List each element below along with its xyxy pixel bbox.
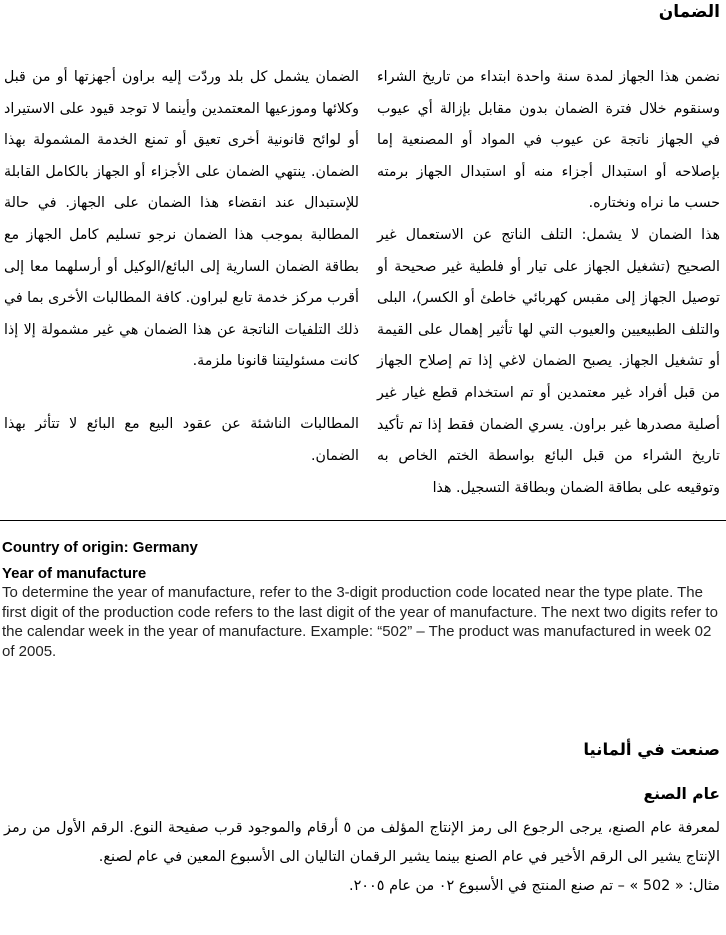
country-of-origin-heading: Country of origin: Germany: [2, 539, 198, 556]
arabic-warranty-paragraph: هذا الضمان لا يشمل: التلف الناتج عن الاستعمال غير الصحيح (تشغيل الجهاز على تيار أو فلطية غير صحيحة أو توصيل الجهاز إلى مقبس كهربائي خاطئ أو الكسر)، البلى والتلف الطبيعيين والعيوب التي لها تأثير إهمال على القيمة أو تشغيل الجهاز. يصبح الضمان لاغي إذا تم إصلاح الجهاز من قبل أفراد غير معتمدين أو تم استخدام قطع غيار غير أصلية مصدرها غير براون. يسري الضمان فقط إذا تم تأكيد تاريخ الشراء من قبل البائع بواسطة الختم الخاص به وتوقيعه على بطاقة الضمان وبطاقة التسجيل. هذا: [377, 226, 720, 496]
arabic-origin-heading: صنعت في ألمانيا: [583, 740, 720, 759]
arabic-warranty-title: الضمان: [658, 2, 720, 22]
year-of-manufacture-text: To determine the year of manufacture, refer to the 3-digit production code located near the type plate. The first digit of the production code refers to the last digit of the year of manufacture. The next two digits refer to the calendar week in the year of manufacture. Example: “502” – The product was manufactured in week 02 of 2005.: [2, 584, 718, 660]
arabic-year-example: مثال: « 502 » – تم صنع المنتج في الأسبوع ٠٢ من عام ٢٠٠٥.: [349, 878, 720, 894]
arabic-warranty-paragraph: الضمان يشمل كل بلد وردّت إليه براون أجهزتها أو من قبل وكلائها وموزعيها المعتمدين وأينما لا توجد قيود على الاستيراد أو لوائح قانونية أخرى تعيق أو تمنع الخدمة المشمولة بهذا الضمان. ينتهي الضمان على الأجزاء أو الجهاز بالكامل القابلة للإستبدال عند انقضاء هذا الضمان على الجهاز. في حالة المطالبة بموجب هذا الضمان نرجو تسليم كامل الجهاز مع بطاقة الضمان السارية إلى البائع/الوكيل أو أرسلهما معا إلى أقرب مركز خدمة تابع لبراون. كافة المطالبات الأخرى بما في ذلك التلفيات الناتجة عن هذا الضمان هي غير مشمولة إلا إذا كانت مسئوليتنا قانونا ملزمة.: [4, 69, 359, 370]
arabic-warranty-paragraph: نضمن هذا الجهاز لمدة سنة واحدة ابتداء من تاريخ الشراء وسنقوم خلال فترة الضمان بدون مقابل بإزالة أي عيوب في الجهاز ناتجة عن عيوب في المواد أو المصنعية إما بإصلاحه أو استبدال أجزاء منه أو استبدال الجهاز برمته حسب ما نراه ونختاره.: [377, 69, 720, 212]
arabic-warranty-right-column: [377, 62, 720, 504]
english-origin-section: [2, 538, 724, 662]
arabic-year-text: [4, 814, 720, 901]
arabic-warranty-paragraph: المطالبات الناشئة عن عقود البيع مع البائع لا تتأثر بهذا الضمان.: [4, 415, 359, 464]
year-of-manufacture-heading: Year of manufacture: [2, 564, 147, 582]
arabic-warranty-left-column: [4, 62, 359, 472]
arabic-year-heading: عام الصنع: [643, 785, 720, 803]
section-divider: [0, 520, 726, 521]
arabic-year-paragraph: لمعرفة عام الصنع، يرجى الرجوع الى رمز الإنتاج المؤلف من ٥ أرقام والموجود قرب صفيحة النوع. الرقم الأول من رمز الإنتاج يشير الى الرقم الأخير في عام الصنع بينما يشير الرقمان التاليان الى الأسبوع المعين في عام لصنع.: [4, 820, 720, 865]
